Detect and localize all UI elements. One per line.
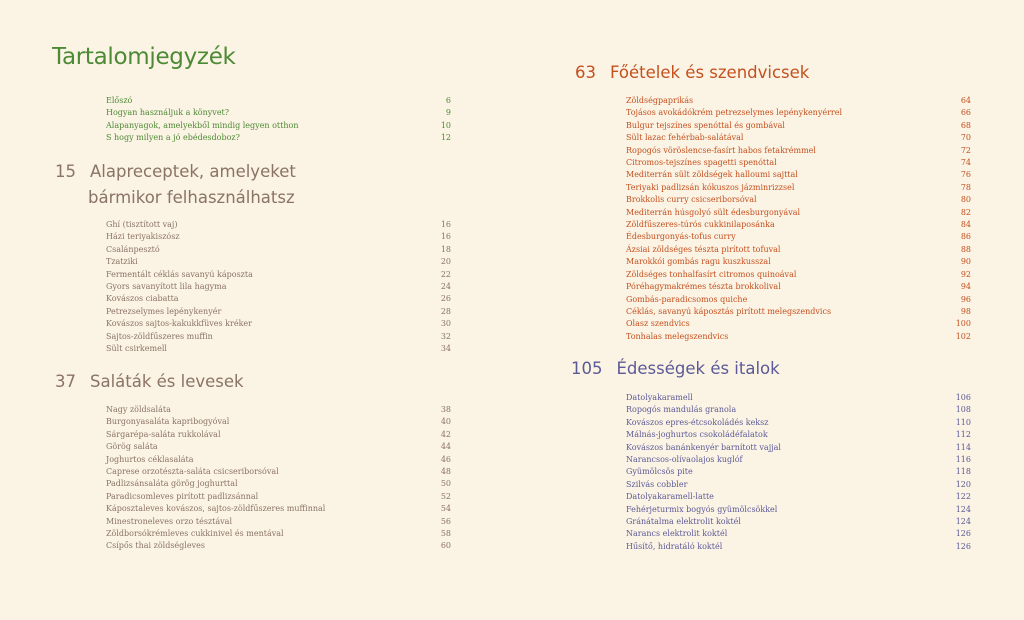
toc-entry-label: Hogyan használjuk a könyvet? [106, 108, 230, 118]
toc-entry-label: Fermentált céklás savanyú káposzta [106, 269, 253, 279]
toc-entry[interactable] [626, 491, 971, 503]
toc-entry[interactable] [626, 417, 971, 429]
toc-entry[interactable] [106, 491, 451, 503]
toc-entry-label: Gombás-paradicsomos quiche [626, 294, 748, 304]
toc-entry-label: Ropogós vöröslencse-fasírt habos fetakrémmel [626, 145, 816, 155]
toc-entry[interactable] [106, 429, 451, 441]
toc-entry-page: 74 [960, 158, 971, 168]
toc-entry-label: Kovászos epres-étcsokoládés keksz [626, 417, 769, 427]
toc-entry-label: Paradicsomleves pirított padlizsánnal [106, 491, 259, 501]
toc-entry-label: Gyümölcsös pite [626, 467, 693, 477]
toc-entry[interactable] [106, 343, 451, 355]
toc-entry-page: 28 [440, 306, 451, 316]
section-heading-foetelek [575, 60, 809, 86]
toc-entry[interactable] [626, 132, 971, 144]
toc-entry[interactable] [626, 95, 971, 107]
toc-entry-label: Szilvás cobbler [626, 479, 688, 489]
toc-entry-page: 20 [440, 257, 451, 267]
toc-entry-page: 88 [960, 244, 971, 254]
toc-entry-page: 46 [440, 454, 451, 464]
toc-entry-label: Mediterrán sült zöldségek halloumi sajttal [626, 170, 798, 180]
section-list-alapreceptek [106, 219, 451, 355]
toc-entry-label: Narancs elektrolit koktél [626, 529, 728, 539]
toc-entry-page: 102 [955, 331, 971, 341]
toc-entry[interactable] [626, 331, 971, 343]
toc-entry[interactable] [106, 441, 451, 453]
toc-entry[interactable] [106, 219, 451, 231]
toc-entry-page: 18 [440, 244, 451, 254]
toc-entry[interactable] [106, 528, 451, 540]
toc-entry[interactable] [626, 392, 971, 404]
toc-entry[interactable] [626, 294, 971, 306]
toc-entry[interactable] [106, 231, 451, 243]
toc-entry-label: Padlizsánsaláta görög joghurttal [106, 479, 238, 489]
toc-entry-label: Előszó [106, 96, 133, 105]
toc-entry-page: 44 [440, 442, 451, 452]
toc-entry[interactable] [106, 293, 451, 305]
toc-entry[interactable] [626, 442, 971, 454]
toc-entry[interactable] [106, 269, 451, 281]
toc-entry-page: 126 [955, 529, 971, 539]
toc-entry-label: Tojásos avokádókrém petrezselymes lepénykenyérrel [626, 108, 843, 118]
toc-entry-label: Gránátalma elektrolit koktél [626, 517, 741, 527]
toc-entry-page: 42 [440, 429, 451, 439]
toc-entry-page: 40 [440, 417, 451, 427]
toc-entry-label: Zöldfűszeres-túrós cukkinilaposánka [626, 220, 775, 230]
section-number: 63 [575, 63, 596, 82]
toc-entry-page: 60 [440, 541, 451, 551]
toc-entry-label: Teriyaki padlizsán kókuszos jázminrizzsel [626, 182, 795, 192]
toc-entry-page: 76 [960, 170, 971, 180]
toc-entry-page: 12 [440, 133, 451, 143]
toc-entry-page: 24 [440, 282, 451, 292]
toc-entry-page: 6 [445, 96, 451, 105]
toc-entry-page: 80 [960, 195, 971, 205]
toc-entry[interactable] [106, 540, 451, 552]
toc-entry[interactable] [626, 120, 971, 132]
toc-entry-label: Sült csirkemell [106, 344, 167, 354]
section-list-edessegek [626, 392, 971, 553]
toc-entry-page: 100 [955, 319, 971, 329]
toc-entry-label: Zöldségpaprikás [626, 96, 694, 105]
toc-entry[interactable] [106, 331, 451, 343]
section-list-foetelek [626, 95, 971, 343]
toc-entry-page: 122 [955, 492, 971, 502]
toc-entry-label: Alapanyagok, amelyekből mindig legyen otthon [106, 120, 299, 130]
toc-entry[interactable] [106, 256, 451, 268]
toc-entry[interactable] [626, 194, 971, 206]
toc-entry-page: 32 [440, 331, 451, 341]
toc-entry-page: 78 [960, 182, 971, 192]
toc-entry-label: Sült lazac fehérbab-salátával [626, 133, 744, 143]
section-heading-edessegek [571, 356, 780, 382]
toc-entry-label: Gyors savanyított lila hagyma [106, 282, 227, 292]
toc-entry-label: Málnás-joghurtos csokoládéfalatok [626, 430, 768, 440]
toc-entry[interactable] [626, 281, 971, 293]
toc-entry[interactable] [626, 269, 971, 281]
toc-entry[interactable] [626, 516, 971, 528]
toc-entry-page: 9 [445, 108, 451, 118]
toc-entry-page: 118 [955, 467, 971, 477]
toc-entry[interactable] [626, 244, 971, 256]
toc-entry-label: Ghí (tisztított vaj) [106, 220, 178, 229]
toc-entry[interactable] [626, 466, 971, 478]
section-title: Édességek és italok [616, 359, 780, 378]
toc-entry[interactable] [106, 404, 451, 416]
toc-entry-page: 66 [960, 108, 971, 118]
toc-entry-label: Görög saláta [106, 442, 158, 452]
section-title-line2: bármikor felhasználhatsz [88, 188, 295, 207]
toc-entry-label: Céklás, savanyú káposztás pirított melegszendvics [626, 306, 832, 316]
toc-entry[interactable] [626, 145, 971, 157]
toc-entry-page: 30 [440, 319, 451, 329]
section-title: Alapreceptek, amelyeket [90, 162, 296, 181]
toc-entry-label: Narancsos-olívaolajos kuglóf [626, 455, 743, 465]
toc-entry-page: 112 [955, 430, 971, 440]
toc-entry-label: Datolyakaramell [626, 393, 693, 402]
toc-entry-label: Kovászos banánkenyér barnított vajjal [626, 442, 781, 452]
toc-entry-page: 64 [960, 96, 971, 105]
toc-entry[interactable] [626, 306, 971, 318]
section-number: 15 [55, 162, 76, 181]
toc-entry-label: Minestroneleves orzo tésztával [106, 516, 232, 526]
toc-entry-page: 108 [955, 405, 971, 415]
toc-entry-label: Nagy zöldsaláta [106, 405, 171, 414]
toc-entry[interactable] [106, 416, 451, 428]
toc-entry-page: 50 [440, 479, 451, 489]
toc-entry-page: 86 [960, 232, 971, 242]
toc-entry[interactable] [106, 281, 451, 293]
toc-entry[interactable] [106, 306, 451, 318]
toc-entry-page: 116 [955, 455, 971, 465]
section-heading-alapreceptek-line2 [88, 185, 295, 211]
toc-entry-page: 110 [955, 417, 971, 427]
toc-entry-page: 120 [955, 479, 971, 489]
toc-entry-page: 10 [440, 120, 451, 130]
toc-entry[interactable] [626, 318, 971, 330]
toc-entry[interactable] [106, 454, 451, 466]
toc-entry[interactable] [106, 244, 451, 256]
toc-entry-page: 90 [960, 257, 971, 267]
toc-entry-page: 52 [440, 491, 451, 501]
section-number: 37 [55, 372, 76, 391]
toc-entry-label: Burgonyasaláta kapribogyóval [106, 417, 230, 427]
toc-entry-page: 106 [955, 393, 971, 402]
toc-entry[interactable] [106, 503, 451, 515]
toc-entry-label: Citromos-tejszínes spagetti spenóttal [626, 158, 777, 168]
toc-entry[interactable] [106, 318, 451, 330]
toc-entry-label: Zöldborsókrémleves cukkinivel és mentával [106, 529, 284, 539]
toc-entry-label: Mediterrán húsgolyó sült édesburgonyával [626, 207, 801, 217]
toc-entry-label: Olasz szendvics [626, 319, 690, 329]
toc-entry[interactable] [626, 528, 971, 540]
toc-entry[interactable] [626, 231, 971, 243]
toc-entry-page: 114 [955, 442, 971, 452]
section-title: Főételek és szendvicsek [610, 63, 810, 82]
toc-entry-page: 38 [440, 405, 451, 414]
intro-list [106, 95, 451, 145]
toc-entry-label: Datolyakaramell-latte [626, 492, 714, 502]
toc-entry[interactable] [106, 516, 451, 528]
toc-entry-page: 82 [960, 207, 971, 217]
toc-entry-label: Házi teriyakiszósz [106, 232, 180, 242]
toc-entry-page: 92 [960, 269, 971, 279]
toc-entry[interactable] [626, 429, 971, 441]
toc-entry[interactable] [626, 404, 971, 416]
toc-entry[interactable] [626, 256, 971, 268]
toc-entry[interactable] [626, 479, 971, 491]
toc-entry-page: 96 [960, 294, 971, 304]
toc-entry-label: Bulgur tejszínes spenóttal és gombával [626, 120, 785, 130]
toc-entry[interactable] [106, 95, 451, 107]
toc-entry[interactable] [106, 132, 451, 144]
toc-entry[interactable] [626, 219, 971, 231]
toc-entry-page: 124 [955, 504, 971, 514]
toc-entry-label: Csalánpesztó [106, 244, 160, 254]
toc-entry[interactable] [626, 504, 971, 516]
toc-entry-page: 16 [440, 220, 451, 229]
toc-entry[interactable] [626, 157, 971, 169]
page-title: Tartalomjegyzék [52, 44, 236, 70]
toc-entry-label: Caprese orzotészta-saláta csicseriborsóval [106, 467, 279, 477]
toc-entry-label: Sajtos-zöldfűszeres muffin [106, 331, 213, 341]
toc-entry-page: 16 [440, 232, 451, 242]
toc-entry[interactable] [106, 120, 451, 132]
toc-entry[interactable] [106, 478, 451, 490]
toc-entry-page: 70 [960, 133, 971, 143]
toc-entry-page: 26 [440, 294, 451, 304]
section-list-salatak [106, 404, 451, 553]
toc-entry-page: 58 [440, 529, 451, 539]
toc-entry[interactable] [626, 454, 971, 466]
toc-entry[interactable] [106, 107, 451, 119]
toc-entry-label: Marokkói gombás ragu kuszkusszal [626, 257, 771, 267]
toc-entry-page: 94 [960, 282, 971, 292]
toc-entry-page: 56 [440, 516, 451, 526]
toc-entry-page: 48 [440, 467, 451, 477]
toc-entry-label: Petrezselymes lepénykenyér [106, 306, 222, 316]
toc-entry-label: Csípős thai zöldségleves [106, 541, 205, 551]
toc-entry-label: Sárgarépa-saláta rukkolával [106, 429, 221, 439]
toc-entry-label: Brokkolis curry csicseriborsóval [626, 195, 757, 205]
section-title: Saláták és levesek [90, 372, 244, 391]
toc-entry-page: 68 [960, 120, 971, 130]
toc-entry-label: S hogy milyen a jó ebédesdoboz? [106, 133, 240, 143]
toc-entry-page: 124 [955, 517, 971, 527]
toc-entry[interactable] [626, 541, 971, 553]
toc-entry-label: Ázsiai zöldséges tészta pirított tofuval [626, 244, 781, 254]
toc-entry-label: Hűsítő, hidratáló koktél [626, 541, 723, 551]
toc-entry-page: 72 [960, 145, 971, 155]
toc-entry[interactable] [626, 182, 971, 194]
toc-entry-label: Kovászos ciabatta [106, 294, 179, 304]
toc-entry-label: Ropogós mandulás granola [626, 405, 737, 415]
toc-entry[interactable] [626, 207, 971, 219]
toc-entry-page: 126 [955, 541, 971, 551]
section-heading-alapreceptek [55, 159, 296, 185]
toc-entry-label: Tzatziki [106, 257, 138, 267]
toc-entry-page: 34 [440, 344, 451, 354]
toc-entry-page: 22 [440, 269, 451, 279]
toc-entry[interactable] [626, 169, 971, 181]
toc-entry[interactable] [106, 466, 451, 478]
toc-entry-page: 54 [440, 504, 451, 514]
toc-entry-label: Káposztaleves kovászos, sajtos-zöldfűszeres muffinnal [106, 504, 326, 514]
toc-entry[interactable] [626, 107, 971, 119]
section-number: 105 [571, 359, 603, 378]
toc-entry-label: Fehérjeturmix bogyós gyümölcsökkel [626, 504, 778, 514]
section-heading-salatak [55, 369, 244, 395]
toc-entry-label: Édesburgonyás-tofus curry [626, 232, 736, 242]
toc-entry-label: Joghurtos céklasaláta [106, 454, 194, 464]
toc-entry-page: 84 [960, 220, 971, 230]
toc-entry-page: 98 [960, 306, 971, 316]
toc-entry-label: Zöldséges tonhalfasírt citromos quinoával [626, 269, 797, 279]
toc-entry-label: Kovászos sajtos-kakukkfüves kréker [106, 319, 252, 329]
toc-entry-label: Tonhalas melegszendvics [626, 331, 729, 341]
toc-entry-label: Póréhagymakrémes tészta brokkolival [626, 282, 781, 292]
